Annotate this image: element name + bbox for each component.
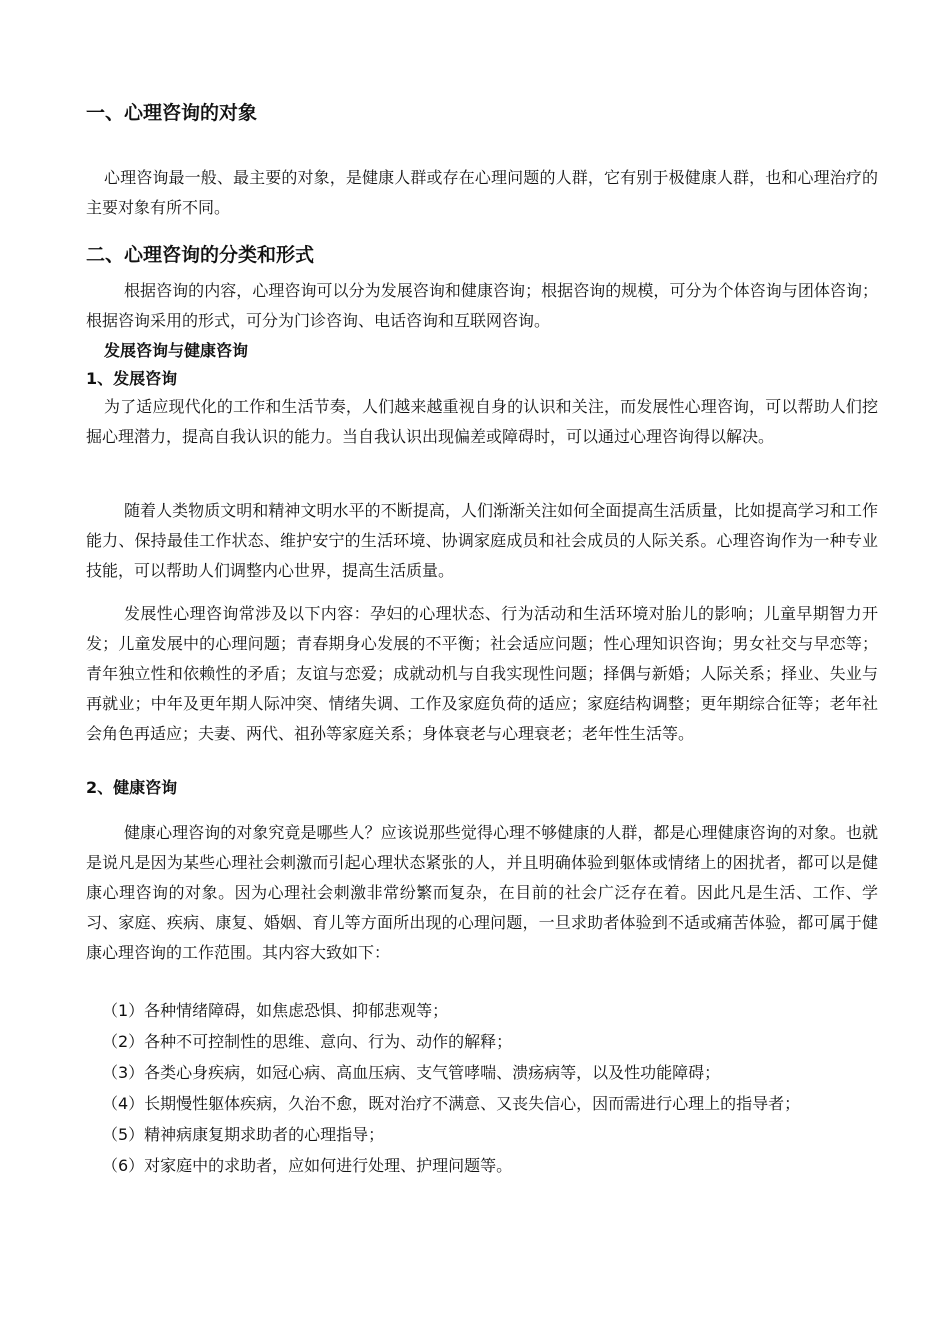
list-item: （6）对家庭中的求助者，应如何进行处理、护理问题等。	[102, 1156, 513, 1175]
list-item: （2）各种不可控制性的思维、意向、行为、动作的解释；	[102, 1032, 513, 1051]
classification-paragraph: 根据咨询的内容，心理咨询可以分为发展咨询和健康咨询；根据咨询的规模，可分为个体咨询与团体咨询；根据咨询采用的形式，可分为门诊咨询、电话咨询和互联网咨询。	[86, 281, 878, 330]
objects-paragraph: 心理咨询最一般、最主要的对象，是健康人群或存在心理问题的人群，它有别于极健康人群，也和心理治疗的主要对象有所不同。	[86, 168, 878, 217]
health-paragraph: 健康心理咨询的对象究竟是哪些人？应该说那些觉得心理不够健康的人群，都是心理健康咨询的对象。也就是说凡是因为某些心理社会刺激而引起心理状态紧张的人，并且明确体验到躯体或情绪上的困扰者，都可以是健康心理咨询的对象。因为心理社会刺激非常纷繁而复杂，在目前的社会广泛存在着。因此凡是生活、工作、学习、家庭、疾病、康复、婚姻、育儿等方面所出现的心理问题，一旦求助者体验到不适或痛苦体验，都可属于健康心理咨询的工作范围。其内容大致如下：	[86, 823, 878, 962]
section-heading-classification: 二、心理咨询的分类和形式	[86, 244, 315, 266]
subheading-development-health: 发展咨询与健康咨询	[104, 341, 249, 360]
list-item: （4）长期慢性躯体疾病，久治不愈，既对治疗不满意、又丧失信心，因而需进行心理上的指导者；	[102, 1094, 801, 1113]
section-heading-objects: 一、心理咨询的对象	[86, 102, 258, 124]
list-item: （1）各种情绪障碍，如焦虑恐惧、抑郁悲观等；	[102, 1001, 449, 1020]
development-paragraph-2: 随着人类物质文明和精神文明水平的不断提高，人们渐渐关注如何全面提高生活质量，比如提高学习和工作能力、保持最佳工作状态、维护安宁的生活环境、协调家庭成员和社会成员的人际关系。心理咨询作为一种专业技能，可以帮助人们调整内心世界，提高生活质量。	[86, 501, 878, 580]
list-item: （5）精神病康复期求助者的心理指导；	[102, 1125, 385, 1144]
list-item: （3）各类心身疾病，如冠心病、高血压病、支气管哮喘、溃疡病等，以及性功能障碍；	[102, 1063, 721, 1082]
development-paragraph-3: 发展性心理咨询常涉及以下内容：孕妇的心理状态、行为活动和生活环境对胎儿的影响；儿童早期智力开发；儿童发展中的心理问题；青春期身心发展的不平衡；社会适应问题；性心理知识咨询；男女社交与早恋等；青年独立性和依赖性的矛盾；友谊与恋爱；成就动机与自我实现性问题；择偶与新婚；人际关系；择业、失业与再就业；中年及更年期人际冲突、情绪失调、工作及家庭负荷的适应；家庭结构调整；更年期综合征等；老年社会角色再适应；夫妻、两代、祖孙等家庭关系；身体衰老与心理衰老；老年性生活等。	[86, 604, 878, 743]
heading-development-counseling: 1、发展咨询	[86, 369, 178, 388]
heading-health-counseling: 2、健康咨询	[86, 778, 178, 797]
health-content-list	[86, 995, 878, 1181]
development-paragraph-1: 为了适应现代化的工作和生活节奏，人们越来越重视自身的认识和关注，而发展性心理咨询，可以帮助人们挖掘心理潜力，提高自我认识的能力。当自我认识出现偏差或障碍时，可以通过心理咨询得以解决。	[86, 397, 878, 446]
